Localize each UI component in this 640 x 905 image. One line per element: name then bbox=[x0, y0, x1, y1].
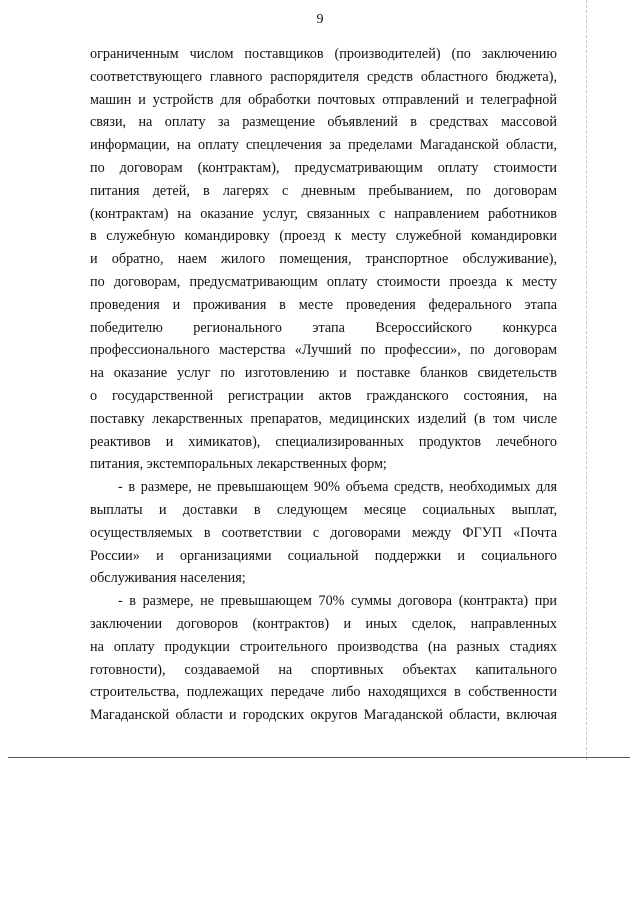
text-line: в служебную командировку (проезд к месту служебной командировки bbox=[90, 228, 557, 245]
text-line: связи, на оплату за размещение объявлений в средствах массовой bbox=[90, 114, 557, 131]
document-body bbox=[90, 43, 557, 727]
page-bottom-rule bbox=[8, 757, 630, 758]
text-line: победителю регионального этапа Всероссийского конкурса bbox=[90, 319, 557, 336]
text-line: на оплату продукции строительного производства (на разных стадиях bbox=[90, 638, 557, 655]
text-line: - в размере, не превышающем 70% суммы договора (контракта) при bbox=[118, 593, 557, 610]
text-line: проведения и проживания в месте проведения федерального этапа bbox=[90, 296, 557, 313]
text-line: - в размере, не превышающем 90% объема средств, необходимых для bbox=[118, 479, 557, 496]
text-line: по договорам, предусматривающим оплату стоимости проезда к месту bbox=[90, 273, 557, 290]
text-line: ограниченным числом поставщиков (производителей) (по заключению bbox=[90, 46, 557, 62]
text-line: информации, на оплату спецлечения за пределами Магаданской области, bbox=[90, 137, 557, 154]
text-line: по договорам (контрактам), предусматривающим оплату стоимости bbox=[90, 159, 557, 176]
scan-edge-line bbox=[586, 0, 587, 760]
text-line: питания детей, в лагерях с дневным пребыванием, по договорам bbox=[90, 182, 557, 199]
text-line: соответствующего главного распорядителя средств областного бюджета), bbox=[90, 68, 557, 85]
page-number: 9 bbox=[316, 12, 324, 27]
text-line: России» и организациями социальной поддержки и социального bbox=[90, 547, 557, 564]
text-line: (контрактам) на оказание услуг, связанных с направлением работников bbox=[90, 205, 557, 222]
text-line: машин и устройств для обработки почтовых отправлений и телеграфной bbox=[90, 91, 557, 108]
text-line: о государственной регистрации актов гражданского состояния, на bbox=[90, 387, 557, 404]
text-line: строительства, подлежащих передаче либо находящихся в собственности bbox=[90, 684, 557, 701]
text-line: поставку лекарственных препаратов, медицинских изделий (в том числе bbox=[90, 410, 557, 427]
text-line: реактивов и химикатов), специализированных продуктов лечебного bbox=[90, 433, 557, 450]
text-line: и обратно, наем жилого помещения, транспортное обслуживание), bbox=[90, 251, 557, 268]
text-line: Магаданской области и городских округов Магаданской области, включая bbox=[90, 707, 557, 724]
text-line: готовности), создаваемой на спортивных объектах капитального bbox=[90, 661, 557, 678]
text-line: питания, экстемпоральных лекарственных форм; bbox=[90, 456, 387, 473]
text-line: выплаты и доставки в следующем месяце социальных выплат, bbox=[90, 501, 557, 518]
text-line: обслуживания населения; bbox=[90, 570, 246, 587]
text-line: на оказание услуг по изготовлению и поставке бланков свидетельств bbox=[90, 365, 557, 382]
text-line: заключении договоров (контрактов) и иных сделок, направленных bbox=[90, 615, 557, 632]
text-line: профессионального мастерства «Лучший по профессии», по договорам bbox=[90, 342, 557, 359]
text-line: осуществляемых в соответствии с договорами между ФГУП «Почта bbox=[90, 524, 557, 541]
